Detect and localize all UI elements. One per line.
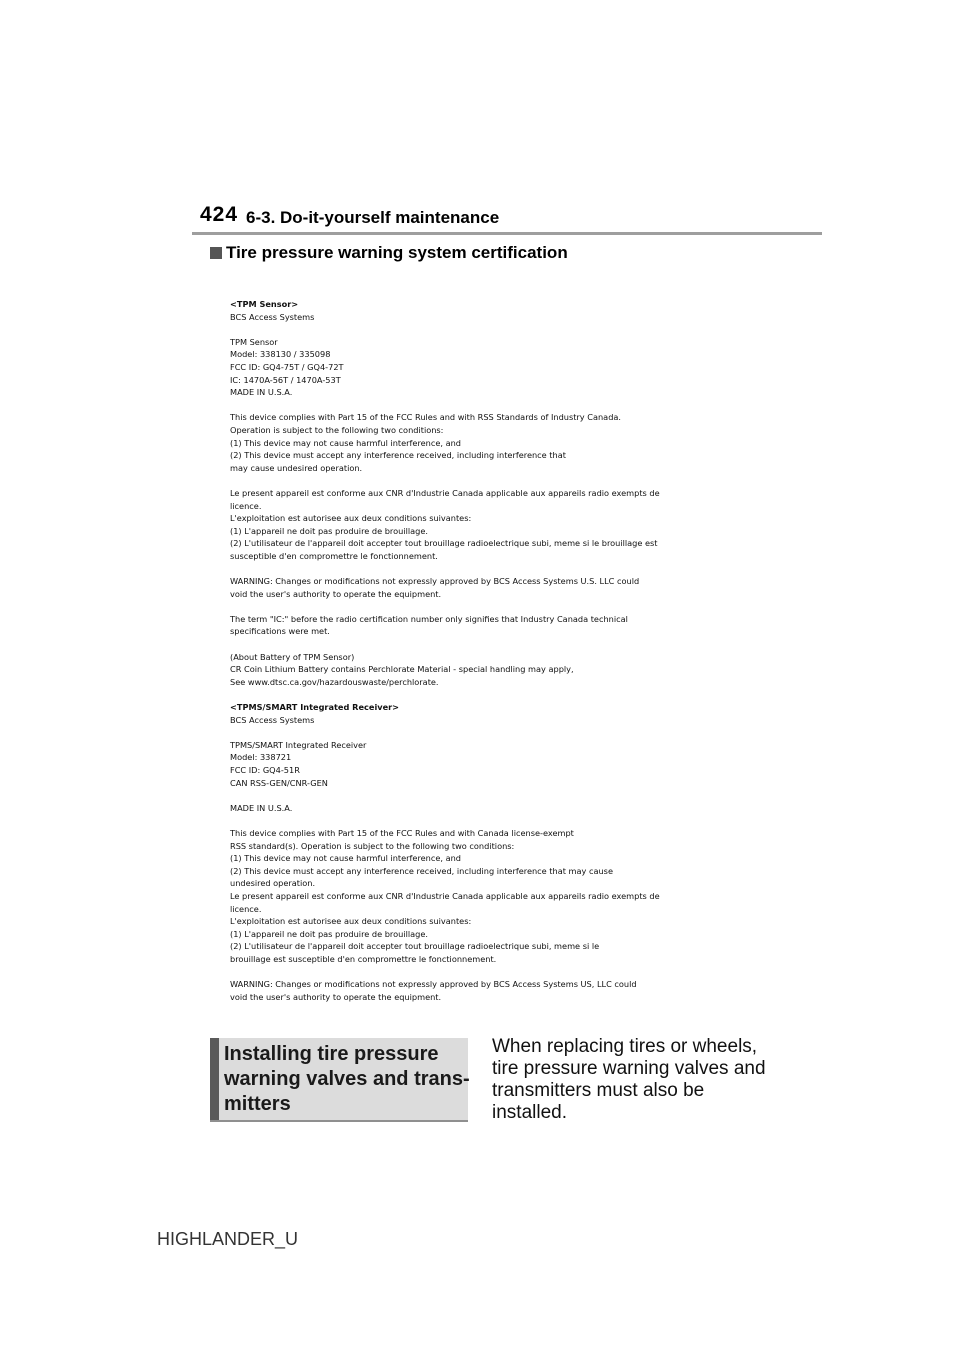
certification-line: void the user's authority to operate the equipment. [230, 588, 442, 599]
intro-line: installed. [492, 1102, 567, 1123]
certification-line: (About Battery of TPM Sensor) [230, 651, 355, 662]
certification-line [230, 814, 750, 827]
certification-line: This device complies with Part 15 of the FCC Rules and with RSS Standards of Industry Canada. [230, 412, 622, 423]
title-line: warning valves and trans- [224, 1068, 470, 1090]
certification-line: may cause undesired operation. [230, 462, 363, 473]
certification-line: TPM Sensor [230, 336, 278, 347]
certification-line: (2) L'utilisateur de l'appareil doit accepter tout brouillage radioelectrique subi, meme si le brouillage est [230, 538, 658, 549]
certification-line: susceptible d'en compromettre le fonctionnement. [230, 550, 438, 561]
footer-model-code: HIGHLANDER_U [157, 1229, 299, 1249]
page-number: 424 [200, 203, 239, 226]
certification-line: This device complies with Part 15 of the FCC Rules and with Canada license-exempt [230, 827, 574, 838]
certification-line [230, 789, 750, 802]
certification-line [230, 323, 750, 336]
certification-line: RSS standard(s). Operation is subject to the following two conditions: [230, 840, 515, 851]
certification-line: See www.dtsc.ca.gov/hazardouswaste/perchlorate. [230, 676, 439, 687]
title-line: mitters [224, 1093, 291, 1115]
certification-line: BCS Access Systems [230, 311, 315, 322]
certification-line: MADE IN U.S.A. [230, 387, 293, 398]
certification-line: (1) This device may not cause harmful interference, and [230, 853, 462, 864]
certification-line: (1) This device may not cause harmful interference, and [230, 437, 462, 448]
square-bullet-icon [210, 247, 222, 259]
intro-line: transmitters must also be [492, 1080, 705, 1101]
intro-line: tire pressure warning valves and [492, 1058, 766, 1079]
certification-line: Model: 338721 [230, 752, 292, 763]
certification-line: licence. [230, 500, 262, 511]
certification-line: specifications were met. [230, 626, 330, 637]
certification-line: (2) L'utilisateur de l'appareil doit accepter tout brouillage radioelectrique subi, meme si le [230, 941, 600, 952]
certification-line: (2) This device must accept any interference received, including interference that [230, 450, 566, 461]
certification-line: CAN RSS-GEN/CNR-GEN [230, 777, 328, 788]
certification-line: Model: 338130 / 335098 [230, 349, 331, 360]
certification-line [230, 562, 750, 575]
section-title: 6-3. Do-it-yourself maintenance [246, 208, 500, 227]
certification-line: Le present appareil est conforme aux CNR d'Industrie Canada applicable aux appareils radio exempts de [230, 487, 660, 498]
subheading-text: Tire pressure warning system certification [226, 243, 568, 262]
certification-line: FCC ID: GQ4-51R [230, 764, 300, 775]
certification-line [230, 399, 750, 412]
certification-label-text [230, 298, 750, 1003]
intro-line: When replacing tires or wheels, [492, 1036, 758, 1057]
certification-line: <TPMS/SMART Integrated Receiver> [230, 702, 400, 712]
certification-line: FCC ID: GQ4-75T / GQ4-72T [230, 361, 344, 372]
certification-line: licence. [230, 903, 262, 914]
certification-line [230, 688, 750, 701]
certification-line: <TPM Sensor> [230, 299, 299, 309]
certification-line: (1) L'appareil ne doit pas produire de brouillage. [230, 525, 428, 536]
certification-line: Le present appareil est conforme aux CNR d'Industrie Canada applicable aux appareils radio exempts de [230, 890, 660, 901]
certification-line: MADE IN U.S.A. [230, 802, 293, 813]
certification-line: (1) L'appareil ne doit pas produire de brouillage. [230, 928, 428, 939]
certification-line: L'exploitation est autorisee aux deux conditions suivantes: [230, 513, 472, 524]
installing-section-box [210, 1038, 468, 1122]
header-divider [192, 232, 822, 235]
certification-line [230, 726, 750, 739]
certification-line: void the user's authority to operate the equipment. [230, 991, 442, 1002]
subheading [210, 243, 568, 263]
certification-line [230, 965, 750, 978]
certification-line: BCS Access Systems [230, 714, 315, 725]
certification-line: CR Coin Lithium Battery contains Perchlorate Material - special handling may apply, [230, 664, 574, 675]
certification-line [230, 474, 750, 487]
section-box-accent-bar [210, 1038, 219, 1120]
certification-line: L'exploitation est autorisee aux deux conditions suivantes: [230, 916, 472, 927]
certification-line: TPMS/SMART Integrated Receiver [230, 739, 367, 750]
certification-line: IC: 1470A-56T / 1470A-53T [230, 374, 341, 385]
certification-line: Operation is subject to the following two conditions: [230, 424, 444, 435]
certification-line [230, 600, 750, 613]
certification-line: WARNING: Changes or modifications not expressly approved by BCS Access Systems U.S. LLC could [230, 576, 640, 587]
certification-line: brouillage est susceptible d'en compromettre le fonctionnement. [230, 953, 497, 964]
certification-line: undesired operation. [230, 878, 316, 889]
title-line: Installing tire pressure [224, 1043, 439, 1065]
certification-line: (2) This device must accept any interference received, including interference that may cause [230, 865, 613, 876]
installing-section-title [224, 1042, 470, 1117]
certification-line: WARNING: Changes or modifications not expressly approved by BCS Access Systems US, LLC could [230, 979, 637, 990]
certification-line: The term "IC:" before the radio certification number only signifies that Industry Canada technical [230, 613, 628, 624]
certification-line [230, 638, 750, 651]
installing-intro-text [492, 1036, 766, 1124]
